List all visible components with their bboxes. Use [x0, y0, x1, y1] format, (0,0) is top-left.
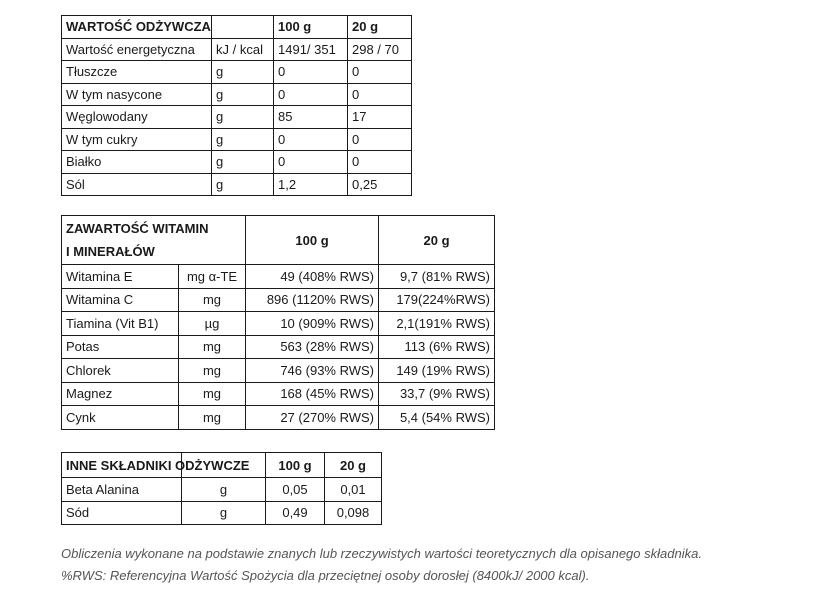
- row-20g: 0: [348, 151, 412, 174]
- row-unit: g: [212, 173, 274, 196]
- row-label: W tym cukry: [62, 128, 212, 151]
- table-row: [62, 173, 412, 196]
- row-unit: kJ / kcal: [212, 38, 274, 61]
- row-20g: 0,098: [325, 501, 382, 525]
- row-20g: 0: [348, 128, 412, 151]
- row-20g: 2,1(191% RWS): [379, 312, 495, 336]
- row-100g: 168 (45% RWS): [246, 382, 379, 406]
- table-row: [62, 382, 495, 406]
- row-unit: mg: [179, 335, 246, 359]
- table-row: [62, 335, 495, 359]
- row-100g: 1,2: [274, 173, 348, 196]
- row-label: Sód: [62, 501, 182, 525]
- row-label: Węglowodany: [62, 106, 212, 129]
- row-unit: g: [212, 106, 274, 129]
- rws-note: %RWS: Referencyjna Wartość Spożycia dla przeciętnej osoby dorosłej (8400kJ/ 2000 kcal).: [61, 568, 590, 583]
- col-20g-header: 20 g: [379, 216, 495, 265]
- table-header-row: [62, 453, 382, 478]
- row-100g: 10 (909% RWS): [246, 312, 379, 336]
- row-unit: mg: [179, 382, 246, 406]
- row-unit: g: [212, 151, 274, 174]
- row-unit: µg: [179, 312, 246, 336]
- vitamins-table: [61, 215, 495, 430]
- row-unit: mg: [179, 406, 246, 430]
- other-nutrients-table: [61, 452, 382, 525]
- row-label: Witamina C: [62, 288, 179, 312]
- table-row: [62, 106, 412, 129]
- row-unit: g: [182, 478, 266, 502]
- row-label: Chlorek: [62, 359, 179, 383]
- table-row: [62, 151, 412, 174]
- row-label: Beta Alanina: [62, 478, 182, 502]
- nutrition-title: WARTOŚĆ ODŻYWCZA: [62, 16, 212, 39]
- row-label: Cynk: [62, 406, 179, 430]
- col-100g-header: 100 g: [274, 16, 348, 39]
- col-20g-header: 20 g: [325, 453, 382, 478]
- row-label: Białko: [62, 151, 212, 174]
- table-row: [62, 501, 382, 525]
- row-unit: g: [212, 61, 274, 84]
- row-label: Tłuszcze: [62, 61, 212, 84]
- row-100g: 85: [274, 106, 348, 129]
- col-20g-header: 20 g: [348, 16, 412, 39]
- col-100g-header: 100 g: [246, 216, 379, 265]
- row-unit: g: [212, 83, 274, 106]
- table-row: [62, 83, 412, 106]
- row-100g: 0: [274, 61, 348, 84]
- row-20g: 298 / 70: [348, 38, 412, 61]
- col-100g-header: 100 g: [266, 453, 325, 478]
- row-unit: g: [212, 128, 274, 151]
- row-label: Tiamina (Vit B1): [62, 312, 179, 336]
- vitamins-title-line1: ZAWARTOŚĆ WITAMIN: [66, 221, 209, 236]
- table-row: [62, 288, 495, 312]
- row-20g: 5,4 (54% RWS): [379, 406, 495, 430]
- unit-header: [212, 16, 274, 39]
- row-label: Wartość energetyczna: [62, 38, 212, 61]
- row-100g: 896 (1120% RWS): [246, 288, 379, 312]
- row-100g: 0: [274, 128, 348, 151]
- table-row: [62, 38, 412, 61]
- row-20g: 17: [348, 106, 412, 129]
- row-100g: 0: [274, 83, 348, 106]
- row-label: Potas: [62, 335, 179, 359]
- table-row: [62, 359, 495, 383]
- nutrition-table: [61, 15, 412, 196]
- row-label: W tym nasycone: [62, 83, 212, 106]
- row-20g: 0,01: [325, 478, 382, 502]
- row-20g: 149 (19% RWS): [379, 359, 495, 383]
- row-100g: 0,05: [266, 478, 325, 502]
- row-unit: mg: [179, 359, 246, 383]
- row-20g: 179(224%RWS): [379, 288, 495, 312]
- row-20g: 0,25: [348, 173, 412, 196]
- row-unit: mg α-TE: [179, 265, 246, 289]
- table-header-row: [62, 16, 412, 39]
- row-100g: 1491/ 351: [274, 38, 348, 61]
- row-100g: 49 (408% RWS): [246, 265, 379, 289]
- table-row: [62, 478, 382, 502]
- vitamins-title-line2: I MINERAŁÓW: [66, 244, 155, 259]
- table-row: [62, 61, 412, 84]
- calculation-note: Obliczenia wykonane na podstawie znanych lub rzeczywistych wartości teoretycznych dla opisanego składnika.: [61, 546, 702, 561]
- row-100g: 0: [274, 151, 348, 174]
- row-20g: 0: [348, 61, 412, 84]
- table-row: [62, 265, 495, 289]
- vitamins-title: [62, 216, 246, 265]
- row-20g: 33,7 (9% RWS): [379, 382, 495, 406]
- other-title: INNE SKŁADNIKI ODŻYWCZE: [62, 453, 182, 478]
- row-label: Witamina E: [62, 265, 179, 289]
- row-100g: 563 (28% RWS): [246, 335, 379, 359]
- row-100g: 27 (270% RWS): [246, 406, 379, 430]
- row-label: Sól: [62, 173, 212, 196]
- table-row: [62, 312, 495, 336]
- table-header-row: [62, 216, 495, 265]
- row-label: Magnez: [62, 382, 179, 406]
- row-unit: g: [182, 501, 266, 525]
- row-100g: 0,49: [266, 501, 325, 525]
- row-20g: 9,7 (81% RWS): [379, 265, 495, 289]
- row-unit: mg: [179, 288, 246, 312]
- table-row: [62, 406, 495, 430]
- row-20g: 113 (6% RWS): [379, 335, 495, 359]
- row-20g: 0: [348, 83, 412, 106]
- table-row: [62, 128, 412, 151]
- row-100g: 746 (93% RWS): [246, 359, 379, 383]
